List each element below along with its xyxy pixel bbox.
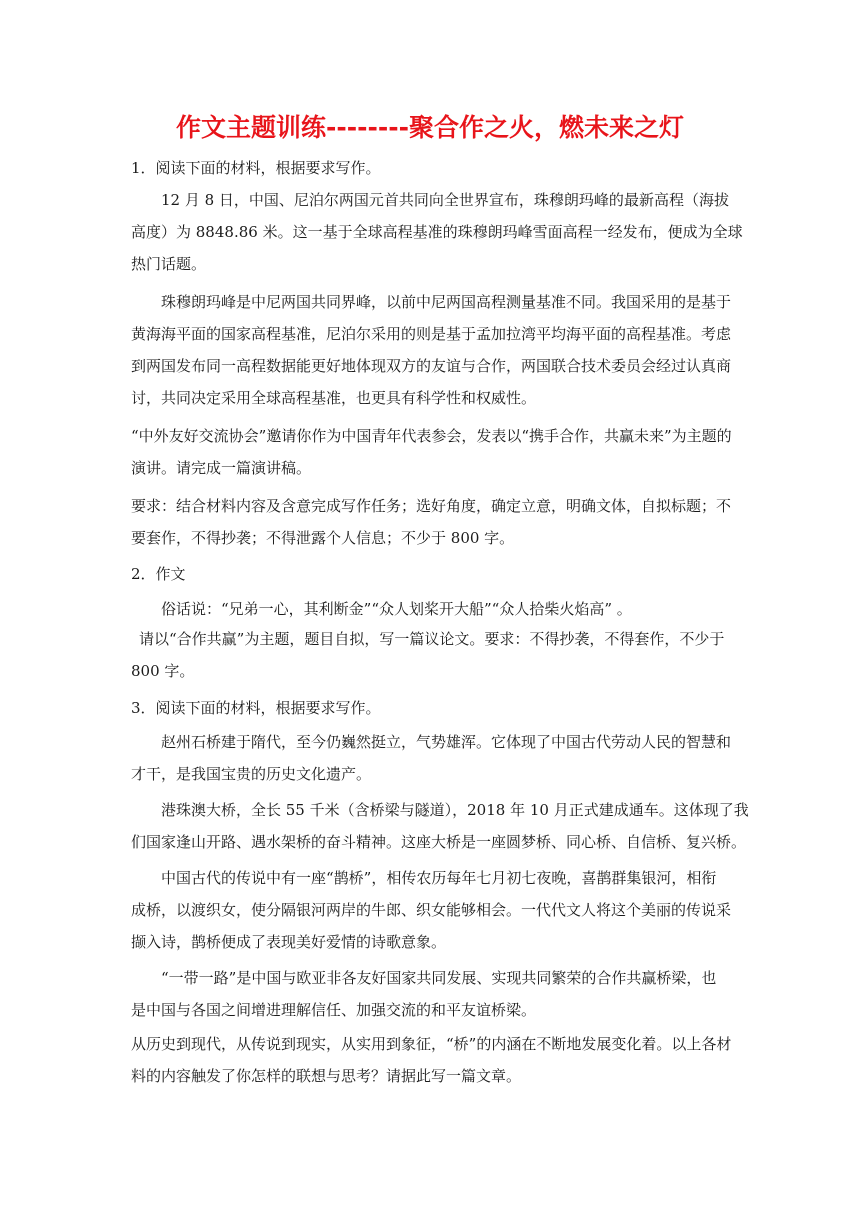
paragraph-line: 中国古代的传说中有一座“鹊桥”，相传农历每年七月初七夜晚，喜鹊群集银河，相衔: [161, 869, 717, 887]
paragraph-line: “一带一路”是中国与欧亚非各友好国家共同发展、实现共同繁荣的合作共赢桥梁，也: [161, 969, 717, 987]
paragraph-line: 12 月 8 日，中国、尼泊尔两国元首共同向全世界宣布，珠穆朗玛峰的最新高程（海拔: [161, 191, 729, 209]
paragraph-line: 港珠澳大桥，全长 55 千米（含桥梁与隧道），2018 年 10 月正式建成通车。这体现了我: [161, 801, 749, 819]
paragraph-line: 到两国发布同一高程数据能更好地体现双方的友谊与合作，两国联合技术委员会经过认真商: [131, 357, 732, 375]
paragraph-line: 高度）为 8848.86 米。这一基于全球高程基准的珠穆朗玛峰雪面高程一经发布，便成为全球: [131, 223, 743, 241]
question-3-heading: 3．阅读下面的材料，根据要求写作。: [131, 699, 381, 717]
paragraph-line: 请以“合作共赢”为主题，题目自拟，写一篇议论文。要求：不得抄袭，不得套作，不少于: [139, 630, 725, 648]
paragraph-line: 才干，是我国宝贵的历史文化遗产。: [131, 765, 372, 783]
paragraph-line: 是中国与各国之间增进理解信任、加强交流的和平友谊桥梁。: [131, 1001, 537, 1019]
paragraph-line: 演讲。请完成一篇演讲稿。: [131, 459, 312, 477]
question-1-heading: 1．阅读下面的材料，根据要求写作。: [131, 159, 381, 177]
paragraph-line: 赵州石桥建于隋代，至今仍巍然挺立，气势雄浑。它体现了中国古代劳动人民的智慧和: [161, 733, 732, 751]
paragraph-line: 热门话题。: [131, 255, 207, 273]
document-title: 作文主题训练--------聚合作之火，燃未来之灯: [175, 113, 684, 142]
paragraph-line: “中外友好交流协会”邀请你作为中国青年代表参会，发表以“携手合作，共赢未来”为主题的: [131, 427, 732, 445]
paragraph-line: 从历史到现代，从传说到现实，从实用到象征，“桥”的内涵在不断地发展变化着。以上各材: [131, 1035, 732, 1053]
requirement-line: 要套作，不得抄袭；不得泄露个人信息；不少于 800 字。: [131, 529, 515, 547]
paragraph-line: 料的内容触发了你怎样的联想与思考？请据此写一篇文章。: [131, 1067, 522, 1085]
requirement-line: 要求：结合材料内容及含意完成写作任务；选好角度，确定立意，明确文体，自拟标题；不: [131, 497, 732, 515]
paragraph-line: 成桥，以渡织女，使分隔银河两岸的牛郎、织女能够相会。一代代文人将这个美丽的传说采: [131, 901, 732, 919]
paragraph-line: 珠穆朗玛峰是中尼两国共同界峰，以前中尼两国高程测量基准不同。我国采用的是基于: [161, 293, 732, 311]
paragraph-line: 撷入诗，鹊桥便成了表现美好爱情的诗歌意象。: [131, 933, 447, 951]
paragraph-line: 们国家逢山开路、遇水架桥的奋斗精神。这座大桥是一座圆梦桥、同心桥、自信桥、复兴桥。: [131, 833, 747, 851]
paragraph-line: 黄海海平面的国家高程基准，尼泊尔采用的则是基于孟加拉湾平均海平面的高程基准。考虑: [131, 325, 732, 343]
paragraph-line: 俗话说：“兄弟一心，其利断金”“众人划桨开大船”“众人拾柴火焰高” 。: [161, 600, 632, 618]
paragraph-line: 讨，共同决定采用全球高程基准，也更具有科学性和权威性。: [131, 389, 537, 407]
question-2-heading: 2．作文: [131, 565, 186, 583]
paragraph-line: 800 字。: [131, 662, 195, 680]
